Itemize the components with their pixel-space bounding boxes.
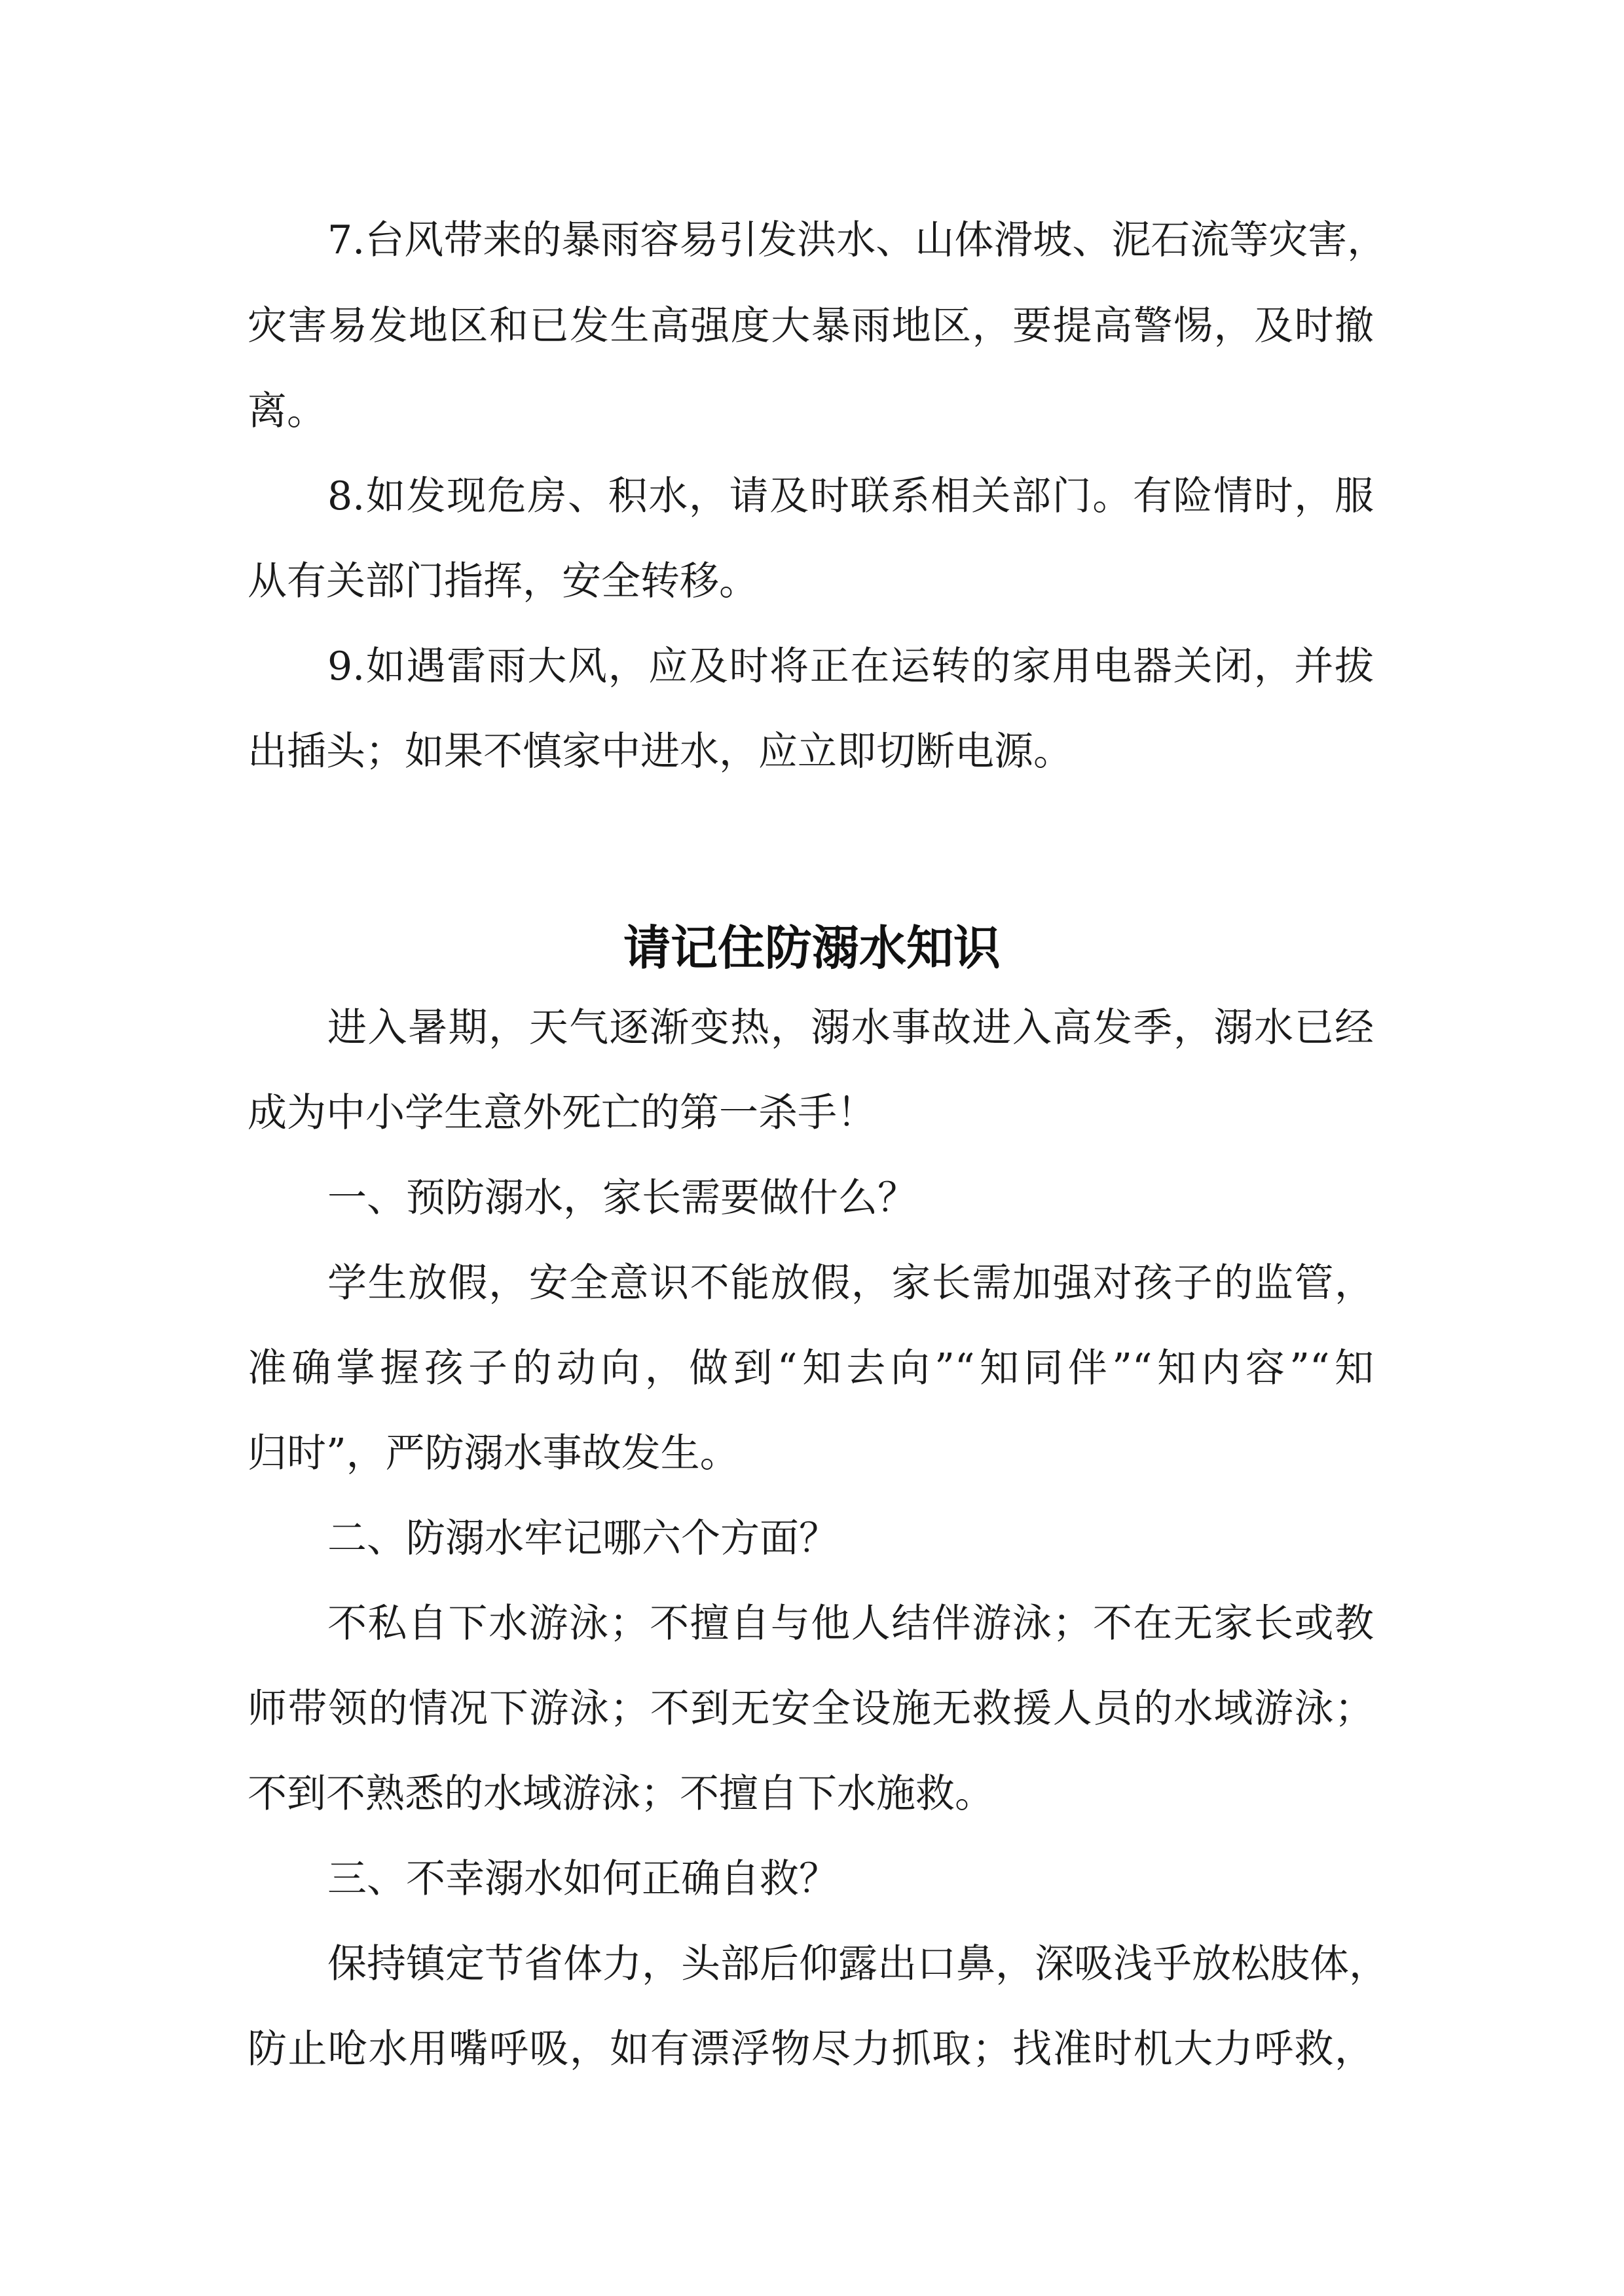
self-rescue-line-1: 保持镇定节省体力，头部后仰露出口鼻，深吸浅乎放松肢体， <box>327 1941 1388 1987</box>
paragraph-7-line-2: 灾害易发地区和已发生高强度大暴雨地区，要提高警惕，及时撤 <box>248 303 1374 349</box>
parents-line-1: 学生放假，安全意识不能放假，家长需加强对孩子的监管， <box>327 1260 1374 1306</box>
paragraph-9-line-1: 9.如遇雷雨大风，应及时将正在运转的家用电器关闭，并拔 <box>327 644 1374 689</box>
parents-line-2: 准确掌握孩子的动向，做到“知去向”“知同伴”“知内容”“知 <box>248 1345 1374 1391</box>
paragraph-8-line-1: 8.如发现危房、积水，请及时联系相关部门。有险情时，服 <box>327 473 1374 519</box>
paragraph-7-line-1: 7.台风带来的暴雨容易引发洪水、山体滑坡、泥石流等灾害， <box>327 217 1387 263</box>
six-rules-line-3: 不到不熟悉的水域游泳；不擅自下水施救。 <box>248 1771 994 1817</box>
heading-one: 一、预防溺水，家长需要做什么？ <box>327 1175 917 1221</box>
paragraph-8-line-2: 从有关部门指挥，安全转移。 <box>248 558 758 604</box>
heading-two: 二、防溺水牢记哪六个方面？ <box>327 1516 838 1561</box>
six-rules-line-1: 不私自下水游泳；不擅自与他人结伴游泳；不在无家长或教 <box>327 1601 1374 1647</box>
self-rescue-line-2: 防止呛水用嘴呼吸，如有漂浮物尽力抓取；找准时机大力呼救， <box>248 2026 1374 2072</box>
paragraph-9-line-2: 出插头；如果不慎家中进水，应立即切断电源。 <box>248 729 1073 774</box>
parents-line-3: 归时”，严防溺水事故发生。 <box>248 1430 739 1476</box>
heading-three: 三、不幸溺水如何正确自救？ <box>327 1856 838 1902</box>
intro-line-2: 成为中小学生意外死亡的第一杀手！ <box>248 1090 876 1136</box>
section-title: 请记住防溺水知识 <box>623 920 1001 975</box>
intro-line-1: 进入暑期，天气逐渐变热，溺水事故进入高发季，溺水已经 <box>327 1005 1374 1051</box>
paragraph-7-line-3: 离。 <box>248 388 326 434</box>
six-rules-line-2: 师带领的情况下游泳；不到无安全设施无救援人员的水域游泳； <box>248 1686 1374 1732</box>
